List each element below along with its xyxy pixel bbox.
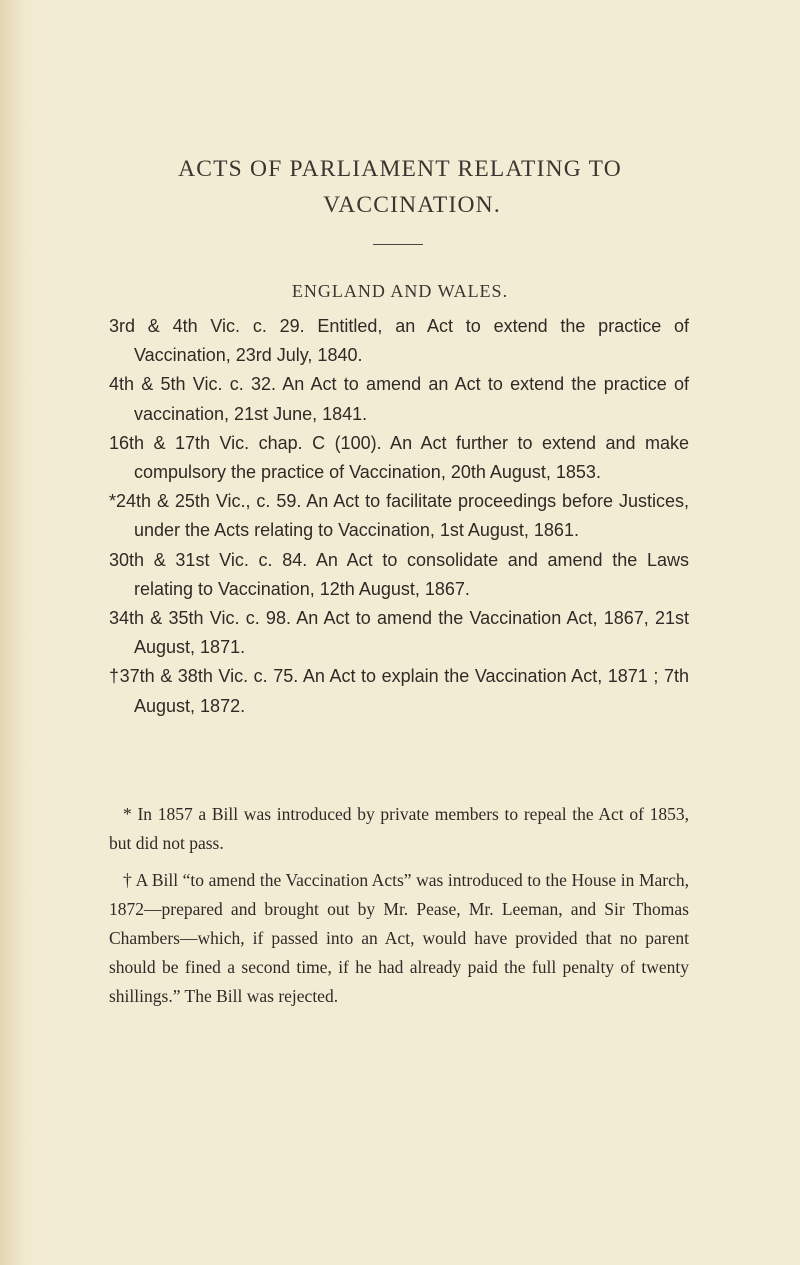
section-heading: ENGLAND AND WALES.	[291, 281, 509, 301]
act-entry: *24th & 25th Vic., c. 59. An Act to facilitate proceedings before Justices, under the Acts relating to Vaccination, 1st August, 1861.	[109, 491, 689, 541]
title-divider	[373, 244, 423, 245]
footnote: * In 1857 a Bill was introduced by private members to repeal the Act of 1853, but did not pass.	[109, 804, 689, 853]
act-entry: 3rd & 4th Vic. c. 29. Entitled, an Act to extend the practice of Vaccination, 23rd July, 1840.	[109, 316, 689, 366]
acts-list	[109, 312, 689, 721]
footnote: † A Bill “to amend the Vaccination Acts” was introduced to the House in March, 1872—prepared and brought out by Mr. Pease, Mr. Leeman, and Sir Thomas Chambers—which, if passed into an Act, would have provided that no parent should be fined a second time, if he had already paid the full penalty of twenty shillings.” The Bill was rejected.	[109, 870, 689, 1006]
act-entry: †37th & 38th Vic. c. 75. An Act to explain the Vaccination Act, 1871 ; 7th August, 1872.	[109, 666, 689, 716]
footnotes	[109, 800, 689, 1019]
act-entry: 4th & 5th Vic. c. 32. An Act to amend an Act to extend the practice of vaccination, 21st June, 1841.	[109, 374, 689, 424]
page-title-line-1: ACTS OF PARLIAMENT RELATING TO	[178, 156, 622, 182]
act-entry: 16th & 17th Vic. chap. C (100). An Act further to extend and make compulsory the practice of Vaccination, 20th August, 1853.	[109, 432, 689, 483]
act-entry: 34th & 35th Vic. c. 98. An Act to amend the Vaccination Act, 1867, 21st August, 1871.	[109, 608, 689, 658]
act-entry: 30th & 31st Vic. c. 84. An Act to consolidate and amend the Laws relating to Vaccination, 12th August, 1867.	[109, 549, 689, 599]
page-title-line-2: VACCINATION.	[323, 192, 501, 218]
